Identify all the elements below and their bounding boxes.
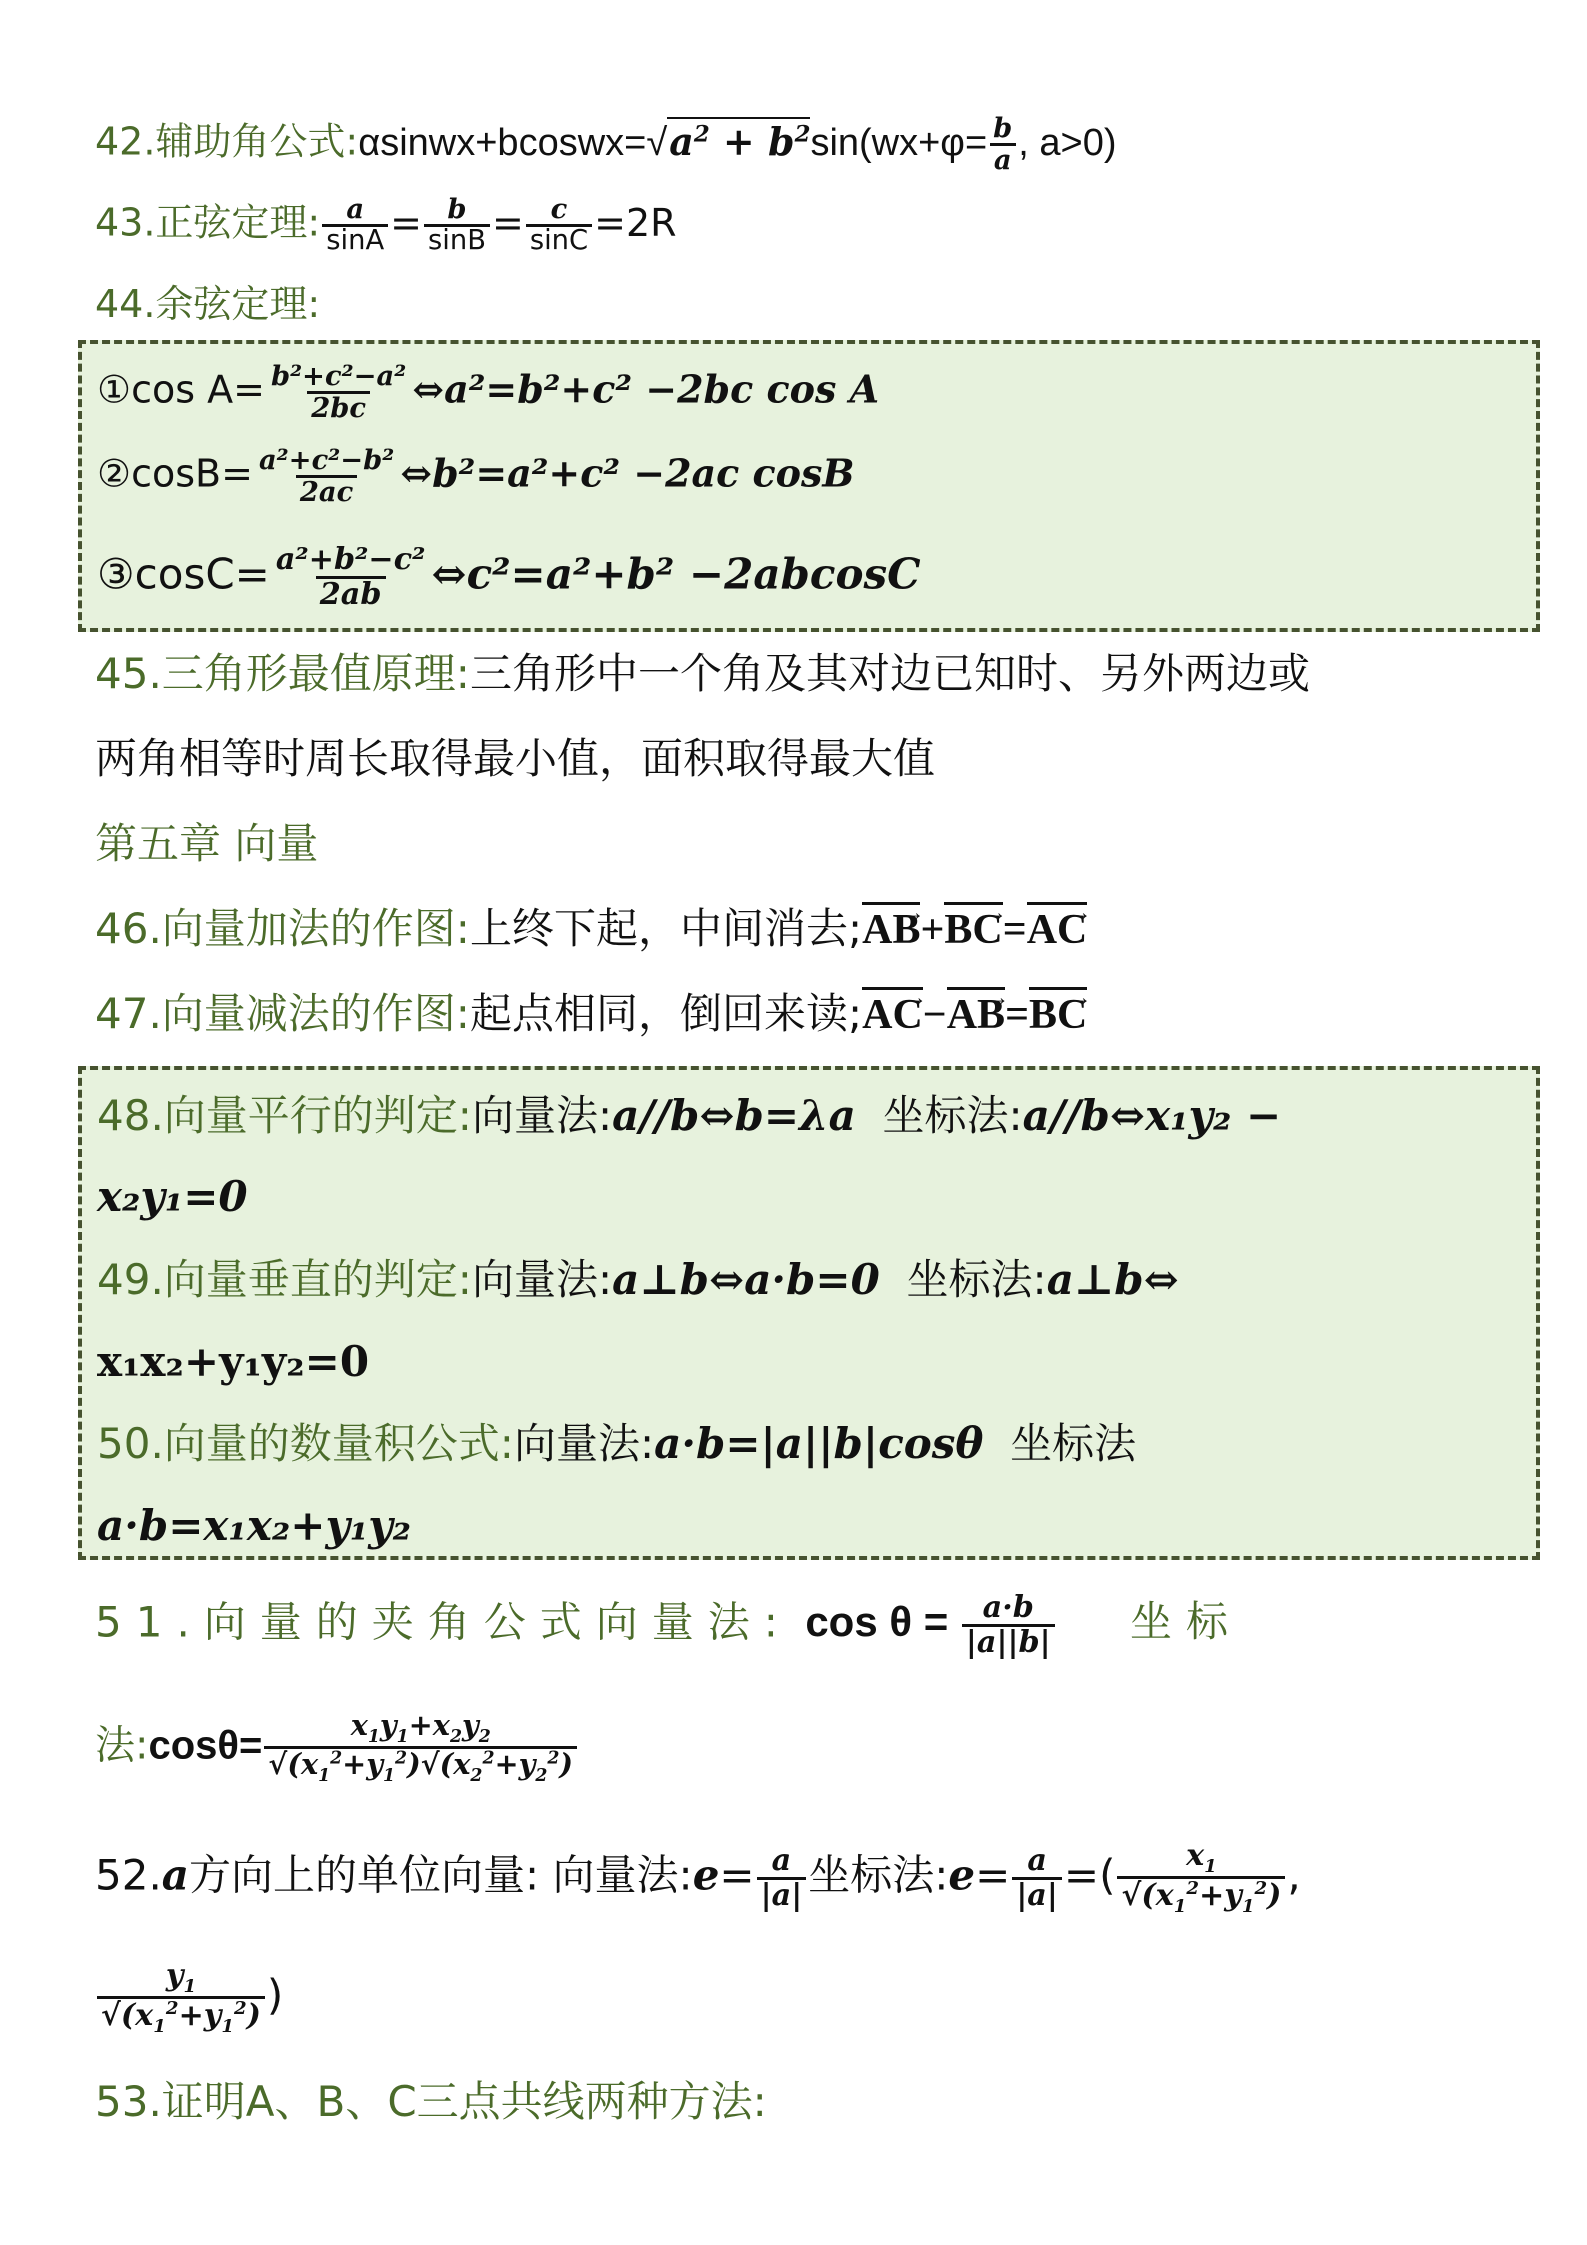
- item-51: 51.向量的夹角公式向量法: cos θ = $\frac{a\cdot b}{|a||b|}$ 坐标: [95, 1590, 1243, 1660]
- item-52-cont: $\frac{y_1}{√(x_1^2+y_1^2)}$ ): [95, 1960, 283, 2036]
- cosine-law-1: ①cos A= $\frac{\text{b²+c²−a²}}{2bc}$ ⇔a²=b²+c² −2bc cos A: [97, 360, 880, 424]
- item-label: 44.余弦定理:: [95, 282, 321, 326]
- item-44: [95, 280, 320, 328]
- item-50-cont: a·b=x₁x₂+y₁y₂: [97, 1501, 412, 1550]
- cosine-law-3: ③cosC= $\frac{\text{a²+b²−c²}}{2ab}$ ⇔c²=a²+b² −2abcosC: [97, 542, 921, 612]
- item-47: 47.向量减法的作图:起点相同，倒回来读;AC →−AB →=BC →: [95, 990, 1087, 1039]
- item-51-cont: 法:cosθ= $\frac{x_1y_1+x_2y_2}{√(x_1^2+y_1^2)√(x_2^2+y_2^2)}$: [95, 1710, 579, 1785]
- item-43: [95, 195, 677, 255]
- law-of-cosines-box: [78, 340, 1540, 632]
- formula: $\alpha sinwx+bcoswx=√a^2 + b^2\sin(wx+\varphi=$ $\frac{b}{a}$ , a>0): [358, 112, 1117, 177]
- item-49-cont: x₁x₂+y₁y₂=0: [97, 1337, 370, 1386]
- cosine-law-2: ②cosB= $\frac{\text{a²+c²−b²}}{2ac}$ ⇔b²=a²+c² −2ac cosB: [97, 444, 855, 508]
- item-45: 45.三角形最值原理:三角形中一个角及其对边已知时、另外两边或: [95, 649, 1310, 698]
- item-52: 52.a方向上的单位向量: 向量法:e= $\frac{a}{|a|}$ 坐标法:e= $\frac{a}{|a|}$ =( $\frac{x_1}{√(x_1^2+y_1^2)}$ ,: [95, 1838, 1301, 1918]
- item-49: 49.向量垂直的判定:向量法:a⊥b⇔a·b=0 坐标法:a⊥b⇔: [97, 1255, 1179, 1304]
- item-label: 42.辅助角公式:: [95, 119, 359, 164]
- vector-rules-box: [78, 1066, 1540, 1560]
- item-46: 46.向量加法的作图:上终下起，中间消去;AB →+BC →=AC →: [95, 905, 1087, 954]
- item-48: 48.向量平行的判定:向量法:a//b⇔b=λa 坐标法:a//b⇔x₁y₂ −: [97, 1091, 1282, 1140]
- item-45-cont: 两角相等时周长取得最小值，面积取得最大值: [95, 734, 936, 783]
- formula: $\frac{a}{\sin A}$ = $\frac{b}{\sin B}$ = $\frac{c}{\sin C}$ =2R: [320, 201, 676, 245]
- chapter-heading: 第五章 向量: [95, 819, 319, 868]
- item-48-cont: x₂y₁=0: [97, 1172, 248, 1221]
- item-42: [95, 110, 1117, 175]
- item-53: 53.证明A、B、C三点共线两种方法:: [95, 2077, 767, 2126]
- item-label: 43.正弦定理:: [95, 200, 321, 245]
- item-50: 50.向量的数量积公式:向量法:a·b=|a||b|cosθ 坐标法: [97, 1419, 1137, 1468]
